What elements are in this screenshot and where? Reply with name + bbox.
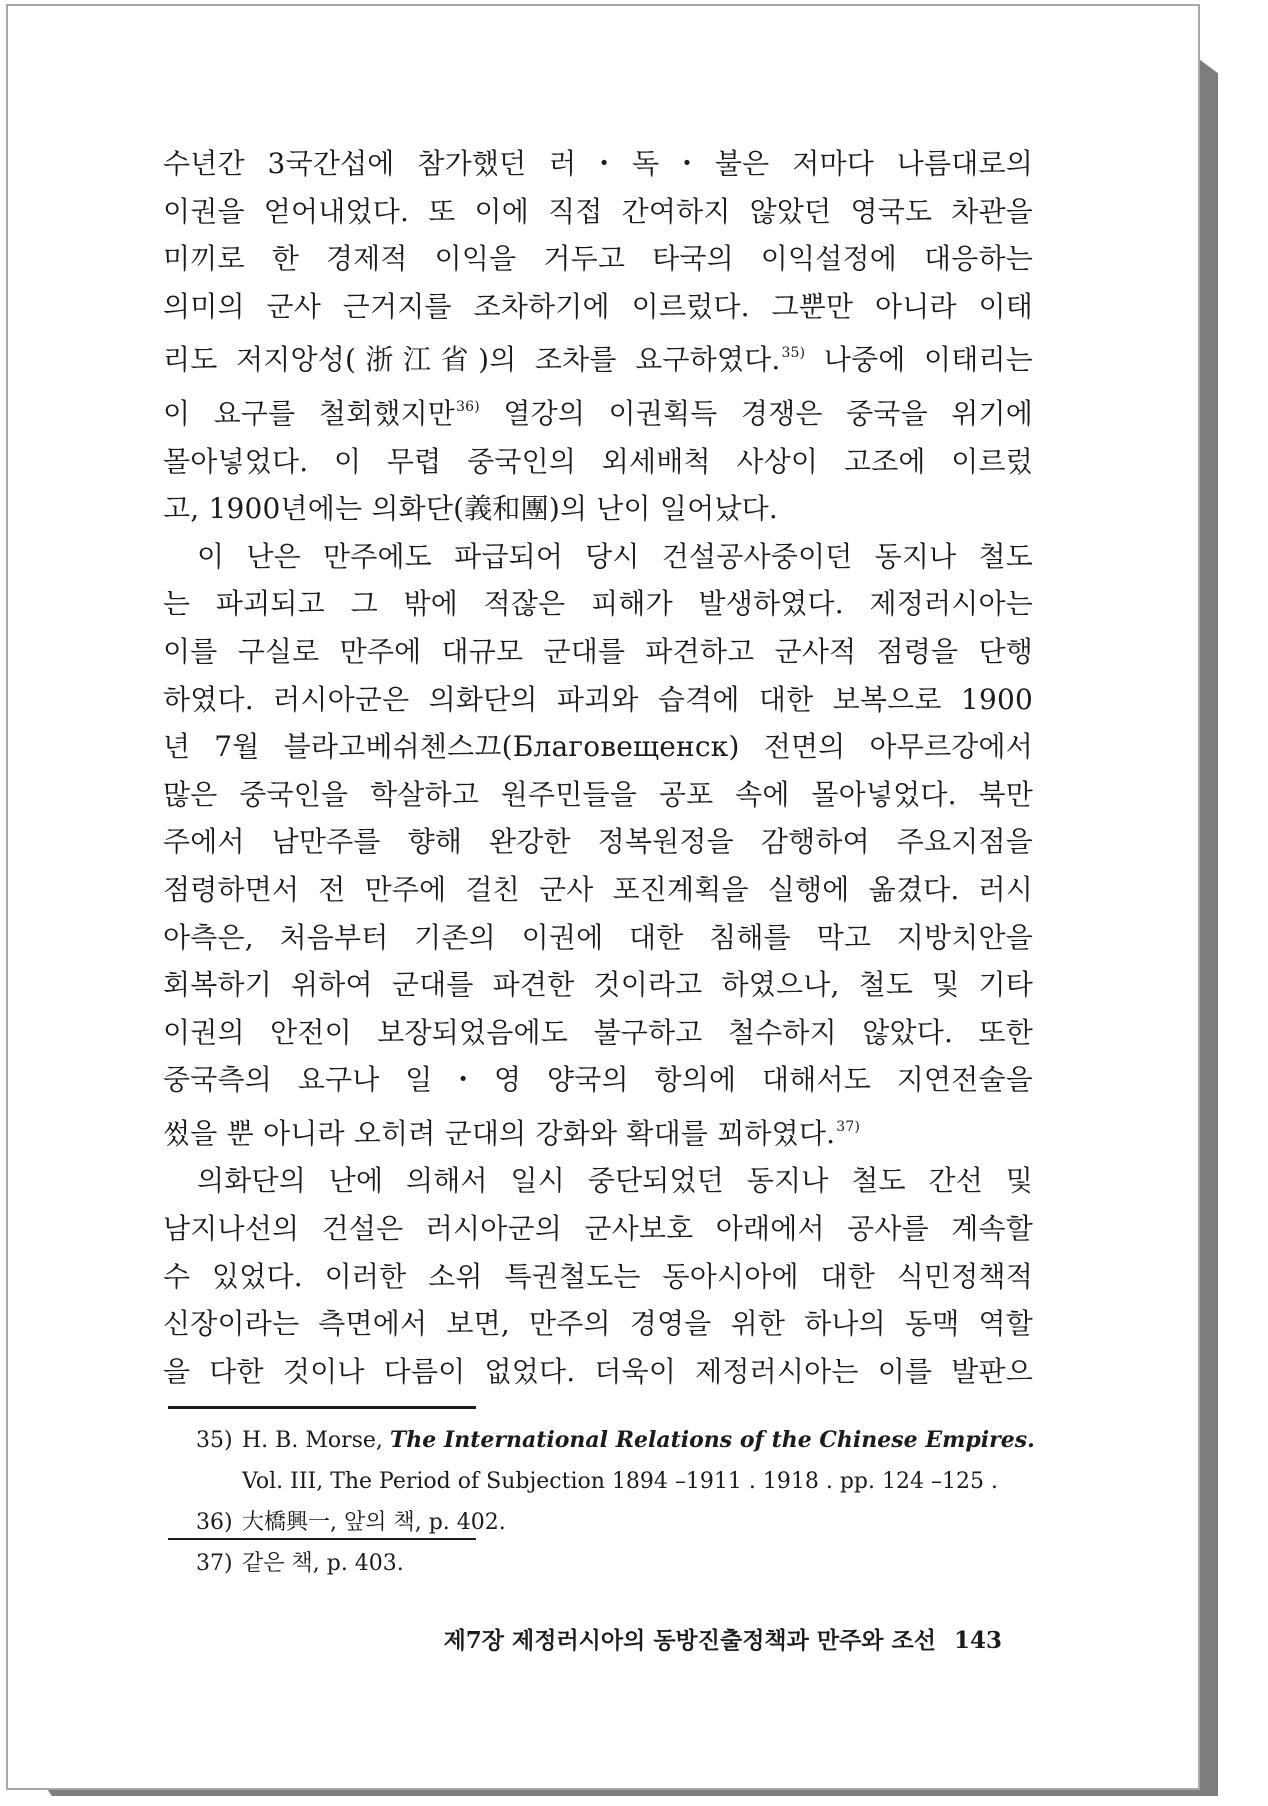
footnote-book-title: The International Relations of the Chinese Empires. <box>389 1427 1035 1453</box>
line-text: 점령하면서 전 만주에 걸친 군사 포진계획을 실행에 옮겼다. 러시 <box>163 872 1033 906</box>
body-line <box>163 1253 1033 1301</box>
footnote-35-continuation: Vol. III, The Period of Subjection 1894 –1911 . 1918 . pp. 124 –125 . <box>242 1469 998 1494</box>
footnote-marker: 35) <box>781 345 806 362</box>
line-text: 이 난은 만주에도 파급되어 당시 건설공사중이던 동지나 철도 <box>197 539 1033 573</box>
body-line <box>163 485 1033 533</box>
body-line <box>163 1300 1033 1348</box>
body-line <box>163 818 1033 866</box>
body-line <box>163 1009 1033 1057</box>
body-line <box>163 914 1033 962</box>
body-line <box>163 771 1033 819</box>
line-text: 고, 1900년에는 의화단(義和團)의 난이 일어났다. <box>163 492 778 526</box>
line-text: 회복하기 위하여 군대를 파견한 것이라고 하였으나, 철도 및 기타 <box>163 968 1033 1002</box>
body-line <box>163 188 1033 236</box>
body-line <box>163 235 1033 283</box>
footnote-number: 35) <box>196 1428 233 1453</box>
line-text: 년 7월 블라고베쉬첸스끄(Благовещенск) 전면의 아무르강에서 <box>163 730 1033 764</box>
line-text: 이를 구실로 만주에 대규모 군대를 파견하고 군사적 점령을 단행 <box>163 634 1033 668</box>
footnote-37 <box>196 1543 1066 1584</box>
line-text: 남지나선의 건설은 러시아군의 군사보호 아래에서 공사를 계속할 <box>163 1212 1033 1246</box>
body-line <box>163 438 1033 486</box>
footnote-number: 37) <box>196 1551 233 1576</box>
body-line <box>163 1104 1033 1158</box>
body-line <box>163 1056 1033 1104</box>
line-text: 미끼로 한 경제적 이익을 거두고 타국의 이익설정에 대응하는 <box>163 242 1033 276</box>
footnote-36 <box>196 1502 1066 1543</box>
page-number: 143 <box>953 1627 1002 1654</box>
line-text: 중국측의 요구나 일・영 양국의 항의에 대해서도 지연전술을 <box>163 1063 1033 1097</box>
footnotes <box>196 1420 1066 1584</box>
chapter-title: 제7장 제정러시아의 동방진출정책과 만주와 조선 <box>443 1627 936 1654</box>
line-text: 수년간 3국간섭에 참가했던 러・독・불은 저마다 나름대로의 <box>163 147 1033 180</box>
line-text: 이권을 얻어내었다. 또 이에 직접 간여하지 않았던 영국도 차관을 <box>163 194 1033 228</box>
body-line <box>163 628 1033 676</box>
footnote-text: 같은 책, p. 403. <box>242 1551 404 1576</box>
body-line <box>163 384 1033 438</box>
line-text: 많은 중국인을 학살하고 원주민들을 공포 속에 몰아넣었다. 북만 <box>163 777 1033 811</box>
line-text: 을 다한 것이나 다름이 없었다. 더욱이 제정러시아는 이를 발판으 <box>163 1354 1033 1388</box>
running-footer <box>392 1622 1002 1655</box>
body-line <box>163 140 1033 188</box>
footnote-marker: 37) <box>836 1118 861 1135</box>
body-line <box>163 1205 1033 1253</box>
line-text: 하였다. 러시아군은 의화단의 파괴와 습격에 대한 보복으로 1900 <box>163 682 1033 716</box>
line-text: 이 요구를 철회했지만 <box>163 396 456 430</box>
line-text: 수 있었다. 이러한 소위 특권철도는 동아시아에 대한 식민정책적 <box>163 1259 1033 1293</box>
line-text: 이권의 안전이 보장되었음에도 불구하고 철수하지 않았다. 또한 <box>163 1015 1033 1049</box>
body-line <box>163 330 1033 384</box>
body-line <box>163 1348 1033 1396</box>
line-text: 나중에 이태리는 <box>805 343 1033 377</box>
footnote-marker: 36) <box>456 398 480 415</box>
footnote-number: 36) <box>196 1510 233 1535</box>
line-text: 아측은, 처음부터 기존의 이권에 대한 침해를 막고 지방치안을 <box>163 920 1033 954</box>
footnote-underline <box>168 1538 476 1540</box>
body-line <box>163 1157 1033 1205</box>
footnote-text: 大橋興一, 앞의 책, p. 402. <box>242 1510 506 1535</box>
line-text: 리도 저지앙성(浙江省)의 조차를 요구하였다. <box>163 343 781 377</box>
line-text: 신장이라는 측면에서 보면, 만주의 경영을 위한 하나의 동맥 역할 <box>163 1307 1033 1341</box>
line-text: 썼을 뿐 아니라 오히려 군대의 강화와 확대를 꾀하였다. <box>163 1116 836 1150</box>
body-line <box>163 533 1033 581</box>
body-line <box>163 723 1033 771</box>
line-text: 몰아넣었다. 이 무렵 중국인의 외세배척 사상이 고조에 이르렀 <box>163 444 1033 478</box>
footnote-35 <box>196 1420 1066 1461</box>
footnote-rule <box>168 1406 476 1409</box>
body-line <box>163 676 1033 724</box>
body-text <box>163 140 1033 1395</box>
line-text: 는 파괴되고 그 밖에 적잖은 피해가 발생하였다. 제정러시아는 <box>163 587 1033 621</box>
footnote-author: H. B. Morse, <box>242 1428 383 1453</box>
body-line <box>163 866 1033 914</box>
body-line <box>163 283 1033 331</box>
body-line <box>163 580 1033 628</box>
body-line <box>163 961 1033 1009</box>
line-text: 의미의 군사 근거지를 조차하기에 이르렀다. 그뿐만 아니라 이태 <box>163 289 1033 323</box>
line-text: 열강의 이권획득 경쟁은 중국을 위기에 <box>479 396 1033 430</box>
line-text: 주에서 남만주를 향해 완강한 정복원정을 감행하여 주요지점을 <box>163 825 1033 859</box>
line-text: 의화단의 난에 의해서 일시 중단되었던 동지나 철도 간선 및 <box>197 1164 1033 1198</box>
